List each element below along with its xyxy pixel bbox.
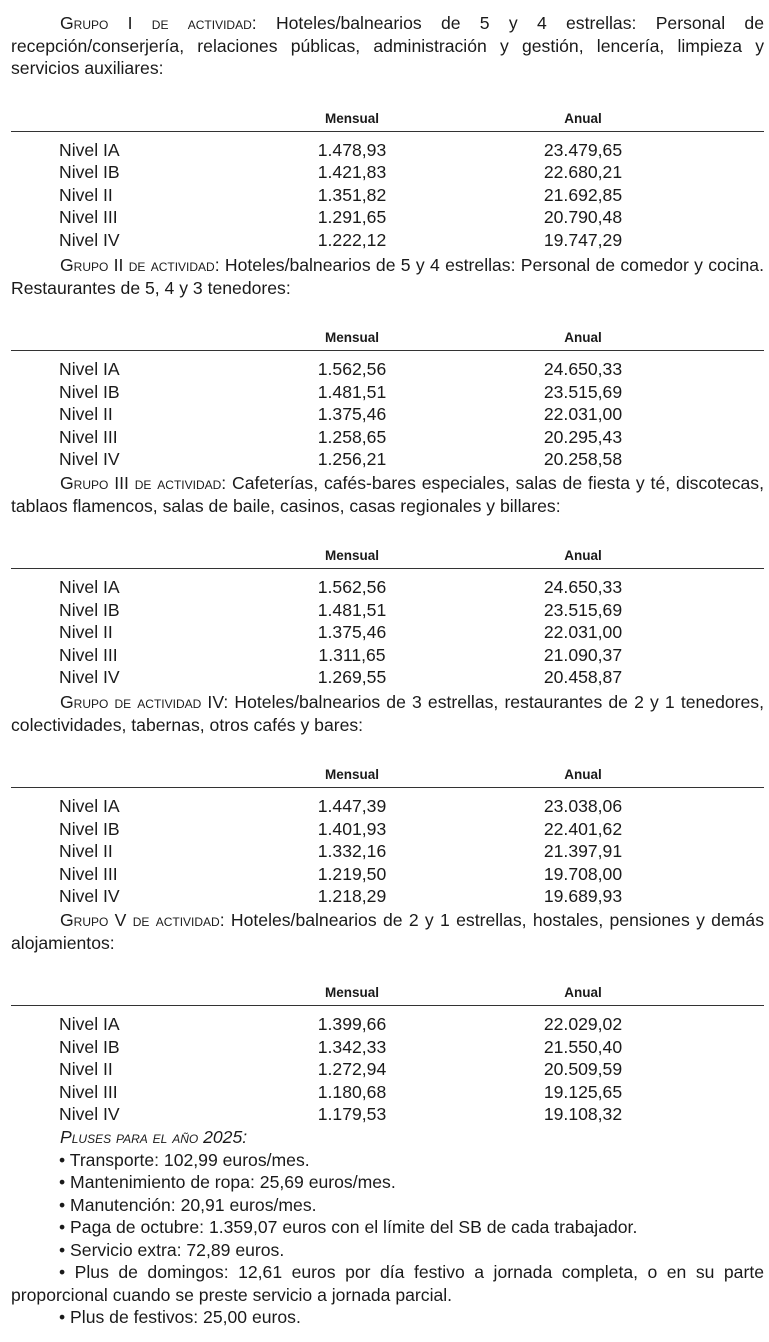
row-anual: 19.747,29 — [543, 229, 623, 250]
row-label: Nivel III — [59, 426, 118, 447]
table-row — [11, 796, 764, 819]
pluses-section — [11, 1126, 764, 1329]
row-mensual: 1.332,16 — [317, 841, 387, 861]
list-item: • Manutención: 20,91 euros/mes. — [59, 1194, 317, 1215]
row-mensual: 1.399,66 — [317, 1014, 387, 1034]
row-mensual: 1.272,94 — [317, 1059, 387, 1079]
row-label: Nivel IV — [59, 886, 120, 906]
row-mensual: 1.342,33 — [317, 1036, 387, 1057]
row-label: Nivel II — [59, 841, 113, 861]
row-mensual: 1.481,51 — [317, 599, 387, 620]
table-header — [11, 548, 764, 568]
row-mensual: 1.562,56 — [317, 577, 387, 597]
table-row — [11, 162, 764, 185]
row-anual: 21.397,91 — [543, 841, 623, 861]
table-row — [11, 864, 764, 887]
table-row — [11, 359, 764, 382]
list-item: • Plus de domingos: 12,61 euros por día festivo a jornada completa, o en su parte proporcional cuando se preste servicio a jornada parcial. — [11, 1262, 764, 1305]
group-description: Hoteles/balnearios de 3 estrellas, restaurantes de 2 y 1 tenedores, colectividades, tabernas, otros cafés y bares: — [11, 692, 764, 735]
group-description: Hoteles/balnearios de 5 y 4 estrellas: Personal de comedor y cocina. Restaurantes de 5, 4 y 3 tenedores: — [11, 255, 764, 298]
row-label: Nivel IB — [59, 162, 120, 182]
table-header — [11, 111, 764, 131]
group-title: Grupo III de actividad: — [60, 473, 227, 493]
table-rule — [11, 568, 764, 569]
table-row — [11, 404, 764, 427]
row-anual: 22.680,21 — [543, 162, 623, 182]
table-row — [11, 185, 764, 208]
column-header-mensual: Mensual — [324, 767, 379, 782]
table-header — [11, 985, 764, 1005]
table-row — [11, 577, 764, 600]
group-2 — [11, 254, 764, 472]
list-item: • Transporte: 102,99 euros/mes. — [59, 1149, 310, 1170]
column-header-mensual: Mensual — [324, 330, 379, 345]
row-mensual: 1.269,55 — [317, 667, 387, 687]
row-label: Nivel IV — [59, 1104, 120, 1124]
group-title: Grupo II de actividad: — [60, 255, 220, 275]
table-row — [11, 841, 764, 864]
row-anual: 20.790,48 — [543, 207, 623, 227]
row-anual: 21.090,37 — [543, 644, 623, 665]
table-row — [11, 1014, 764, 1037]
row-anual: 24.650,33 — [543, 577, 623, 597]
row-mensual: 1.421,83 — [317, 162, 387, 182]
column-header-mensual: Mensual — [324, 110, 379, 126]
column-header-anual: Anual — [564, 767, 602, 782]
row-mensual: 1.222,12 — [317, 229, 387, 250]
row-mensual: 1.375,46 — [317, 622, 387, 642]
row-anual: 19.108,32 — [543, 1104, 623, 1124]
table-row — [11, 600, 764, 623]
row-label: Nivel IA — [59, 139, 120, 160]
table-row — [11, 645, 764, 668]
row-mensual: 1.219,50 — [317, 863, 387, 884]
table-row — [11, 667, 764, 690]
row-label: Nivel IB — [59, 1036, 120, 1057]
list-item: • Mantenimiento de ropa: 25,69 euros/mes. — [59, 1172, 396, 1192]
row-anual: 23.515,69 — [543, 381, 623, 402]
group-description: Hoteles/balnearios de 2 y 1 estrellas, hostales, pensiones y demás alojamientos: — [11, 910, 764, 953]
table-row — [11, 1104, 764, 1127]
row-label: Nivel IB — [59, 381, 120, 402]
group-5 — [11, 909, 764, 1127]
column-header-mensual: Mensual — [324, 985, 379, 1000]
row-mensual: 1.311,65 — [318, 644, 386, 665]
row-label: Nivel II — [59, 1059, 113, 1079]
group-heading — [11, 254, 764, 299]
row-label: Nivel IA — [59, 577, 120, 597]
row-mensual: 1.447,39 — [317, 796, 387, 816]
column-header-anual: Anual — [564, 110, 602, 126]
group-heading — [11, 691, 764, 736]
group-heading — [11, 909, 764, 954]
row-label: Nivel II — [59, 622, 113, 642]
group-title: Grupo I de actividad: — [60, 13, 257, 33]
row-anual: 23.038,06 — [543, 796, 623, 816]
row-mensual: 1.179,53 — [317, 1104, 387, 1124]
row-mensual: 1.401,93 — [317, 818, 387, 839]
row-anual: 22.031,00 — [543, 404, 623, 424]
column-header-anual: Anual — [564, 330, 602, 345]
table-rule — [11, 787, 764, 788]
row-label: Nivel II — [59, 404, 113, 424]
pluses-title: Pluses para el año 2025: — [60, 1127, 248, 1147]
group-description: Hoteles/balnearios de 5 y 4 estrellas: Personal de recepción/conserjería, relaciones públicas, administración y gestión, lencería, limpieza y servicios auxiliares: — [11, 13, 764, 78]
row-anual: 22.401,62 — [543, 818, 623, 839]
row-anual: 20.458,87 — [543, 667, 623, 687]
row-mensual: 1.351,82 — [317, 184, 387, 205]
table-row — [11, 382, 764, 405]
group-title: Grupo de actividad IV: — [60, 692, 229, 712]
row-mensual: 1.180,68 — [317, 1081, 387, 1102]
row-mensual: 1.478,93 — [317, 139, 387, 160]
table-row — [11, 819, 764, 842]
table-row — [11, 230, 764, 253]
row-anual: 24.650,33 — [543, 359, 623, 379]
table-row — [11, 1082, 764, 1105]
list-item: • Servicio extra: 72,89 euros. — [59, 1239, 285, 1260]
row-anual: 22.031,00 — [543, 622, 623, 642]
group-description: Cafeterías, cafés-bares especiales, salas de fiesta y té, discotecas, tablaos flamencos, salas de baile, casinos, casas regionales y billares: — [11, 473, 764, 516]
group-heading — [11, 12, 764, 80]
table-header — [11, 767, 764, 787]
table-row — [11, 1037, 764, 1060]
table-row — [11, 140, 764, 163]
column-header-anual: Anual — [564, 548, 602, 563]
table-row — [11, 427, 764, 450]
row-anual: 19.708,00 — [543, 863, 623, 884]
group-heading — [11, 472, 764, 517]
row-mensual: 1.562,56 — [317, 359, 387, 379]
table-header — [11, 330, 764, 350]
table-row — [11, 886, 764, 909]
row-anual: 19.689,93 — [543, 886, 623, 906]
row-anual: 21.692,85 — [543, 184, 623, 205]
row-anual: 21.550,40 — [543, 1036, 623, 1057]
table-row — [11, 1059, 764, 1082]
row-label: Nivel IA — [59, 1014, 120, 1034]
row-label: Nivel III — [59, 1081, 118, 1102]
row-anual: 23.479,65 — [543, 139, 623, 160]
group-1 — [11, 12, 764, 252]
row-mensual: 1.256,21 — [317, 449, 387, 469]
row-label: Nivel IB — [59, 599, 120, 620]
list-item: • Paga de octubre: 1.359,07 euros con el límite del SB de cada trabajador. — [59, 1217, 638, 1237]
list-item: • Plus de festivos: 25,00 euros. — [59, 1307, 301, 1327]
row-mensual: 1.291,65 — [317, 207, 387, 227]
row-mensual: 1.258,65 — [317, 426, 387, 447]
table-rule — [11, 1005, 764, 1006]
row-label: Nivel III — [59, 644, 118, 665]
group-3 — [11, 472, 764, 690]
row-label: Nivel IV — [59, 667, 120, 687]
row-anual: 20.509,59 — [543, 1059, 623, 1079]
row-label: Nivel II — [59, 184, 113, 205]
row-anual: 20.295,43 — [543, 426, 623, 447]
row-anual: 19.125,65 — [543, 1081, 623, 1102]
table-row — [11, 207, 764, 230]
row-label: Nivel III — [59, 207, 118, 227]
row-label: Nivel IV — [59, 449, 120, 469]
row-label: Nivel IA — [59, 359, 120, 379]
row-mensual: 1.481,51 — [317, 381, 387, 402]
row-mensual: 1.218,29 — [317, 886, 387, 906]
table-row — [11, 449, 764, 472]
row-anual: 23.515,69 — [543, 599, 623, 620]
row-label: Nivel III — [59, 863, 118, 884]
row-label: Nivel IV — [59, 229, 120, 250]
column-header-anual: Anual — [564, 985, 602, 1000]
column-header-mensual: Mensual — [324, 548, 379, 563]
table-rule — [11, 131, 764, 132]
row-anual: 22.029,02 — [543, 1014, 623, 1034]
table-rule — [11, 350, 764, 351]
group-title: Grupo V de actividad: — [60, 910, 225, 930]
row-label: Nivel IA — [59, 796, 120, 816]
row-mensual: 1.375,46 — [317, 404, 387, 424]
row-label: Nivel IB — [59, 818, 120, 839]
group-4 — [11, 691, 764, 909]
table-row — [11, 622, 764, 645]
row-anual: 20.258,58 — [543, 449, 623, 469]
